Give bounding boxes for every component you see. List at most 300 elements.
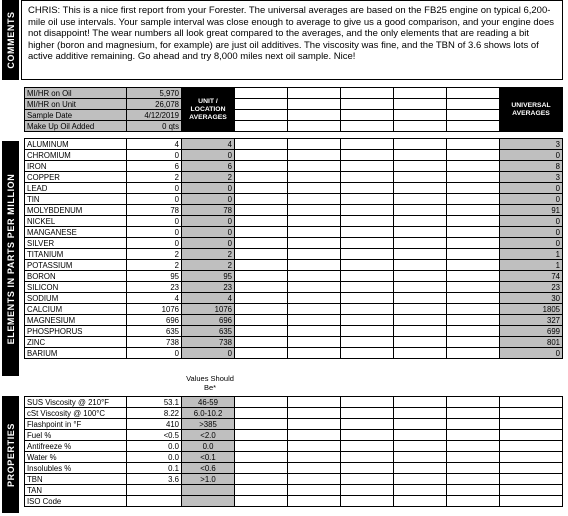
comment-box xyxy=(21,0,563,80)
empty-cell xyxy=(341,99,394,110)
element-value: 0 xyxy=(127,238,182,249)
element-row xyxy=(25,227,563,238)
property-should-be: <0.6 xyxy=(182,463,235,474)
empty-cell xyxy=(341,408,394,419)
empty-cell xyxy=(447,150,500,161)
empty-cell xyxy=(235,452,288,463)
element-value: 2 xyxy=(127,249,182,260)
empty-cell xyxy=(447,293,500,304)
element-name: LEAD xyxy=(25,183,127,194)
property-name: Flashpoint in °F xyxy=(25,419,127,430)
empty-cell xyxy=(394,397,447,408)
empty-cell xyxy=(341,161,394,172)
element-row xyxy=(25,293,563,304)
property-value: 410 xyxy=(127,419,182,430)
empty-cell xyxy=(341,110,394,121)
property-value: 0.0 xyxy=(127,441,182,452)
empty-cell xyxy=(500,463,563,474)
empty-cell xyxy=(447,238,500,249)
empty-cell xyxy=(394,315,447,326)
element-unit-average: 0 xyxy=(182,348,235,359)
element-name: TITANIUM xyxy=(25,249,127,260)
empty-cell xyxy=(500,419,563,430)
empty-cell xyxy=(288,150,341,161)
element-row xyxy=(25,249,563,260)
empty-cell xyxy=(447,485,500,496)
empty-cell xyxy=(235,139,288,150)
empty-cell xyxy=(447,227,500,238)
info-value: 5,970 xyxy=(127,88,182,99)
empty-cell xyxy=(394,110,447,121)
empty-cell xyxy=(341,304,394,315)
empty-cell xyxy=(394,238,447,249)
spacer xyxy=(25,132,563,139)
empty-cell xyxy=(235,441,288,452)
empty-cell xyxy=(394,249,447,260)
element-row xyxy=(25,194,563,205)
empty-cell xyxy=(341,238,394,249)
empty-cell xyxy=(235,150,288,161)
element-name: TIN xyxy=(25,194,127,205)
empty-cell xyxy=(394,161,447,172)
property-row xyxy=(25,430,563,441)
empty-cell xyxy=(394,452,447,463)
empty-cell xyxy=(235,304,288,315)
property-row xyxy=(25,408,563,419)
element-universal-average: 1 xyxy=(500,249,563,260)
element-unit-average: 4 xyxy=(182,139,235,150)
empty-cell xyxy=(394,260,447,271)
empty-cell xyxy=(394,441,447,452)
empty-cell xyxy=(235,293,288,304)
empty-cell xyxy=(447,110,500,121)
empty-cell xyxy=(341,183,394,194)
empty-cell xyxy=(394,88,447,99)
empty-cell xyxy=(235,121,288,132)
empty-cell xyxy=(235,419,288,430)
element-universal-average: 0 xyxy=(500,227,563,238)
empty-cell xyxy=(341,348,394,359)
empty-cell xyxy=(341,337,394,348)
element-value: 4 xyxy=(127,293,182,304)
element-unit-average: 0 xyxy=(182,238,235,249)
empty-cell xyxy=(235,194,288,205)
property-should-be: 0.0 xyxy=(182,441,235,452)
property-value: 0.0 xyxy=(127,452,182,463)
empty-cell xyxy=(447,205,500,216)
property-value xyxy=(127,496,182,507)
element-unit-average: 6 xyxy=(182,161,235,172)
empty-cell xyxy=(341,205,394,216)
element-unit-average: 2 xyxy=(182,260,235,271)
empty-cell xyxy=(447,249,500,260)
info-value: 26,078 xyxy=(127,99,182,110)
empty-cell xyxy=(341,121,394,132)
element-row xyxy=(25,161,563,172)
element-universal-average: 0 xyxy=(500,150,563,161)
empty-cell xyxy=(235,496,288,507)
empty-cell xyxy=(447,408,500,419)
property-should-be: 46-59 xyxy=(182,397,235,408)
empty-cell xyxy=(288,474,341,485)
element-name: MANGANESE xyxy=(25,227,127,238)
element-row xyxy=(25,260,563,271)
empty-cell xyxy=(394,485,447,496)
info-value: 4/12/2019 xyxy=(127,110,182,121)
empty-cell xyxy=(235,216,288,227)
property-name: Antifreeze % xyxy=(25,441,127,452)
empty-cell xyxy=(288,326,341,337)
empty-cell xyxy=(235,474,288,485)
empty-cell xyxy=(447,397,500,408)
empty-cell xyxy=(447,430,500,441)
element-universal-average: 0 xyxy=(500,183,563,194)
empty-cell xyxy=(288,161,341,172)
empty-cell xyxy=(394,282,447,293)
empty-cell xyxy=(288,88,341,99)
element-universal-average: 699 xyxy=(500,326,563,337)
empty-cell xyxy=(341,249,394,260)
element-unit-average: 2 xyxy=(182,249,235,260)
empty-cell xyxy=(235,99,288,110)
empty-cell xyxy=(394,419,447,430)
empty-cell xyxy=(394,205,447,216)
empty-cell xyxy=(394,496,447,507)
empty-cell xyxy=(341,260,394,271)
empty-cell xyxy=(288,282,341,293)
property-value: 0.1 xyxy=(127,463,182,474)
element-row xyxy=(25,205,563,216)
empty-cell xyxy=(288,249,341,260)
property-name: Fuel % xyxy=(25,430,127,441)
property-row xyxy=(25,485,563,496)
empty-cell xyxy=(341,397,394,408)
element-unit-average: 0 xyxy=(182,227,235,238)
element-unit-average: 0 xyxy=(182,150,235,161)
comment-text: CHRIS: This is a nice first report from your Forester. The universal averages are based on the FB25 engine on typical 6,200-mile oil use intervals. Your sample interval was close enough to average to give us a good comparison, and your engine does not disappoint! The wear numbers all look great compared to the averages, and the only elements that are reading a bit higher (boron and magnesium, for example) are just oil additives. The viscosity was fine, and the TBN of 3.6 shows lots of active additive remaining. Go ahead and try 8,000 miles next oil sample. Nice! xyxy=(28,5,554,63)
element-row xyxy=(25,172,563,183)
element-name: COPPER xyxy=(25,172,127,183)
empty-cell xyxy=(288,304,341,315)
element-name: IRON xyxy=(25,161,127,172)
element-value: 4 xyxy=(127,139,182,150)
element-value: 738 xyxy=(127,337,182,348)
property-value xyxy=(127,485,182,496)
element-name: PHOSPHORUS xyxy=(25,326,127,337)
empty-cell xyxy=(288,183,341,194)
empty-cell xyxy=(235,249,288,260)
empty-cell xyxy=(235,110,288,121)
empty-cell xyxy=(288,337,341,348)
element-universal-average: 3 xyxy=(500,139,563,150)
property-row xyxy=(25,474,563,485)
element-value: 1076 xyxy=(127,304,182,315)
empty-cell xyxy=(288,121,341,132)
empty-cell xyxy=(341,463,394,474)
property-should-be: <2.0 xyxy=(182,430,235,441)
property-row xyxy=(25,419,563,430)
element-name: BORON xyxy=(25,271,127,282)
property-row xyxy=(25,496,563,507)
element-universal-average: 23 xyxy=(500,282,563,293)
element-value: 0 xyxy=(127,150,182,161)
element-value: 95 xyxy=(127,271,182,282)
empty-cell xyxy=(394,216,447,227)
empty-cell xyxy=(235,282,288,293)
empty-cell xyxy=(447,452,500,463)
element-name: SILVER xyxy=(25,238,127,249)
element-unit-average: 0 xyxy=(182,194,235,205)
property-row xyxy=(25,463,563,474)
empty-cell xyxy=(394,293,447,304)
empty-cell xyxy=(447,99,500,110)
empty-cell xyxy=(235,205,288,216)
element-unit-average: 1076 xyxy=(182,304,235,315)
property-value: <0.5 xyxy=(127,430,182,441)
element-name: ALUMINUM xyxy=(25,139,127,150)
empty-cell xyxy=(341,88,394,99)
empty-cell xyxy=(288,348,341,359)
info-row xyxy=(25,99,563,110)
universal-averages-header: UNIVERSAL AVERAGES xyxy=(500,88,563,132)
empty-cell xyxy=(341,430,394,441)
element-value: 0 xyxy=(127,227,182,238)
property-name: TBN xyxy=(25,474,127,485)
empty-cell xyxy=(447,172,500,183)
empty-cell xyxy=(500,474,563,485)
empty-cell xyxy=(394,194,447,205)
empty-cell xyxy=(447,161,500,172)
element-name: MOLYBDENUM xyxy=(25,205,127,216)
empty-cell xyxy=(235,397,288,408)
empty-cell xyxy=(341,485,394,496)
property-should-be: <0.1 xyxy=(182,452,235,463)
element-row xyxy=(25,271,563,282)
empty-cell xyxy=(341,271,394,282)
empty-cell xyxy=(288,441,341,452)
element-value: 696 xyxy=(127,315,182,326)
empty-cell xyxy=(341,293,394,304)
property-row xyxy=(25,452,563,463)
element-universal-average: 0 xyxy=(500,238,563,249)
empty-cell xyxy=(235,326,288,337)
empty-cell xyxy=(500,397,563,408)
empty-cell xyxy=(288,419,341,430)
empty-cell xyxy=(341,282,394,293)
empty-cell xyxy=(288,99,341,110)
element-name: MAGNESIUM xyxy=(25,315,127,326)
empty-cell xyxy=(447,304,500,315)
empty-cell xyxy=(447,419,500,430)
element-name: CHROMIUM xyxy=(25,150,127,161)
element-value: 0 xyxy=(127,348,182,359)
values-should-be-header: Values Should Be* xyxy=(186,374,234,392)
element-name: POTASSIUM xyxy=(25,260,127,271)
empty-cell xyxy=(394,271,447,282)
empty-cell xyxy=(235,408,288,419)
element-universal-average: 0 xyxy=(500,216,563,227)
empty-cell xyxy=(447,496,500,507)
property-name: SUS Viscosity @ 210°F xyxy=(25,397,127,408)
empty-cell xyxy=(447,271,500,282)
empty-cell xyxy=(341,326,394,337)
empty-cell xyxy=(288,227,341,238)
info-row xyxy=(25,121,563,132)
empty-cell xyxy=(447,441,500,452)
empty-cell xyxy=(288,238,341,249)
empty-cell xyxy=(235,172,288,183)
element-universal-average: 0 xyxy=(500,194,563,205)
empty-cell xyxy=(288,139,341,150)
element-unit-average: 23 xyxy=(182,282,235,293)
property-name: Water % xyxy=(25,452,127,463)
element-unit-average: 78 xyxy=(182,205,235,216)
element-value: 635 xyxy=(127,326,182,337)
element-value: 0 xyxy=(127,194,182,205)
element-universal-average: 1 xyxy=(500,260,563,271)
element-unit-average: 95 xyxy=(182,271,235,282)
empty-cell xyxy=(500,408,563,419)
empty-cell xyxy=(394,304,447,315)
element-universal-average: 3 xyxy=(500,172,563,183)
empty-cell xyxy=(447,337,500,348)
empty-cell xyxy=(235,463,288,474)
property-should-be: >385 xyxy=(182,419,235,430)
element-unit-average: 0 xyxy=(182,183,235,194)
property-should-be xyxy=(182,496,235,507)
properties-section-label: PROPERTIES xyxy=(2,396,19,513)
empty-cell xyxy=(341,172,394,183)
empty-cell xyxy=(288,463,341,474)
property-should-be: 6.0-10.2 xyxy=(182,408,235,419)
empty-cell xyxy=(288,260,341,271)
element-universal-average: 801 xyxy=(500,337,563,348)
empty-cell xyxy=(341,139,394,150)
element-row xyxy=(25,216,563,227)
element-row xyxy=(25,315,563,326)
empty-cell xyxy=(447,139,500,150)
empty-cell xyxy=(500,452,563,463)
property-row xyxy=(25,397,563,408)
element-row xyxy=(25,238,563,249)
empty-cell xyxy=(500,441,563,452)
element-value: 2 xyxy=(127,172,182,183)
empty-cell xyxy=(394,139,447,150)
info-value: 0 qts xyxy=(127,121,182,132)
spacer-row xyxy=(25,132,563,139)
element-unit-average: 635 xyxy=(182,326,235,337)
empty-cell xyxy=(447,463,500,474)
unit-location-averages-header: UNIT / LOCATION AVERAGES xyxy=(182,88,235,132)
empty-cell xyxy=(288,271,341,282)
empty-cell xyxy=(235,88,288,99)
empty-cell xyxy=(235,227,288,238)
empty-cell xyxy=(288,485,341,496)
empty-cell xyxy=(447,474,500,485)
element-row xyxy=(25,304,563,315)
empty-cell xyxy=(288,397,341,408)
element-value: 0 xyxy=(127,183,182,194)
empty-cell xyxy=(447,183,500,194)
property-name: TAN xyxy=(25,485,127,496)
element-unit-average: 696 xyxy=(182,315,235,326)
empty-cell xyxy=(341,315,394,326)
empty-cell xyxy=(447,348,500,359)
empty-cell xyxy=(394,430,447,441)
element-universal-average: 0 xyxy=(500,348,563,359)
element-unit-average: 4 xyxy=(182,293,235,304)
empty-cell xyxy=(341,227,394,238)
empty-cell xyxy=(500,496,563,507)
property-row xyxy=(25,441,563,452)
empty-cell xyxy=(341,216,394,227)
empty-cell xyxy=(235,238,288,249)
empty-cell xyxy=(394,121,447,132)
empty-cell xyxy=(235,485,288,496)
properties-table xyxy=(24,396,563,507)
empty-cell xyxy=(235,183,288,194)
empty-cell xyxy=(500,430,563,441)
empty-cell xyxy=(341,474,394,485)
empty-cell xyxy=(288,205,341,216)
element-name: CALCIUM xyxy=(25,304,127,315)
info-label: MI/HR on Oil xyxy=(25,88,127,99)
empty-cell xyxy=(235,260,288,271)
empty-cell xyxy=(288,216,341,227)
empty-cell xyxy=(288,293,341,304)
empty-cell xyxy=(394,463,447,474)
info-label: Sample Date xyxy=(25,110,127,121)
element-universal-average: 30 xyxy=(500,293,563,304)
property-value: 8.22 xyxy=(127,408,182,419)
element-row xyxy=(25,337,563,348)
element-name: BARIUM xyxy=(25,348,127,359)
info-label: Make Up Oil Added xyxy=(25,121,127,132)
empty-cell xyxy=(447,282,500,293)
empty-cell xyxy=(394,150,447,161)
element-universal-average: 74 xyxy=(500,271,563,282)
empty-cell xyxy=(288,430,341,441)
empty-cell xyxy=(235,271,288,282)
element-row xyxy=(25,150,563,161)
empty-cell xyxy=(341,452,394,463)
empty-cell xyxy=(288,452,341,463)
empty-cell xyxy=(235,337,288,348)
element-row xyxy=(25,282,563,293)
element-universal-average: 8 xyxy=(500,161,563,172)
comments-section-label: COMMENTS xyxy=(2,0,19,80)
property-should-be xyxy=(182,485,235,496)
element-unit-average: 2 xyxy=(182,172,235,183)
results-table xyxy=(24,87,563,359)
element-universal-average: 327 xyxy=(500,315,563,326)
info-label: MI/HR on Unit xyxy=(25,99,127,110)
element-row xyxy=(25,326,563,337)
empty-cell xyxy=(394,183,447,194)
element-name: NICKEL xyxy=(25,216,127,227)
element-universal-average: 1805 xyxy=(500,304,563,315)
empty-cell xyxy=(394,227,447,238)
empty-cell xyxy=(288,110,341,121)
empty-cell xyxy=(394,99,447,110)
element-value: 0 xyxy=(127,216,182,227)
empty-cell xyxy=(235,430,288,441)
element-value: 78 xyxy=(127,205,182,216)
empty-cell xyxy=(235,348,288,359)
element-name: SODIUM xyxy=(25,293,127,304)
empty-cell xyxy=(341,419,394,430)
empty-cell xyxy=(447,260,500,271)
